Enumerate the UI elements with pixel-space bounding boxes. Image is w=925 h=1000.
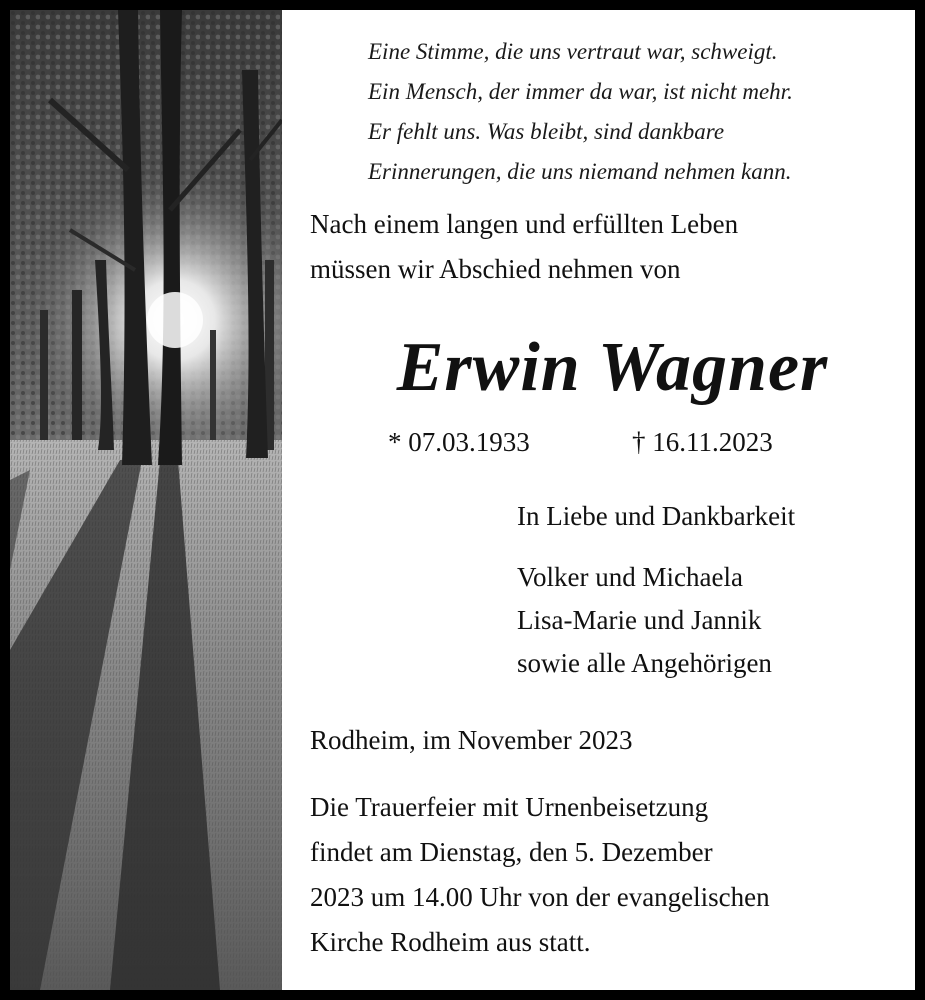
ceremony-line: Kirche Rodheim aus statt.	[310, 927, 591, 957]
family-members	[517, 556, 772, 685]
family-line: Volker und Michaela	[517, 562, 743, 592]
poem-line: Er fehlt uns. Was bleibt, sind dankbare	[368, 119, 725, 144]
intro-line: Nach einem langen und erfüllten Leben	[310, 209, 739, 239]
obituary-notice	[10, 10, 915, 990]
birth-date: * 07.03.1933	[388, 427, 530, 457]
poem-line: Eine Stimme, die uns vertraut war, schweigt.	[368, 39, 778, 64]
ceremony-details	[310, 785, 770, 965]
ceremony-line: Die Trauerfeier mit Urnenbeisetzung	[310, 792, 709, 822]
signoff-text: In Liebe und Dankbarkeit	[517, 501, 796, 531]
intro-text	[310, 202, 738, 292]
notice-text	[10, 10, 915, 990]
family-line: Lisa-Marie und Jannik	[517, 605, 762, 635]
death-date: † 16.11.2023	[632, 427, 773, 457]
intro-line: müssen wir Abschied nehmen von	[310, 254, 681, 284]
deceased-name: Erwin Wagner	[396, 329, 829, 406]
ceremony-line: findet am Dienstag, den 5. Dezember	[310, 837, 713, 867]
poem-line: Ein Mensch, der immer da war, ist nicht mehr.	[368, 79, 793, 104]
ceremony-line: 2023 um 14.00 Uhr von der evangelischen	[310, 882, 770, 912]
place-date: Rodheim, im November 2023	[310, 725, 633, 755]
poem-line: Erinnerungen, die uns niemand nehmen kann.	[368, 159, 792, 184]
memorial-poem	[368, 32, 793, 192]
family-line: sowie alle Angehörigen	[517, 648, 772, 678]
